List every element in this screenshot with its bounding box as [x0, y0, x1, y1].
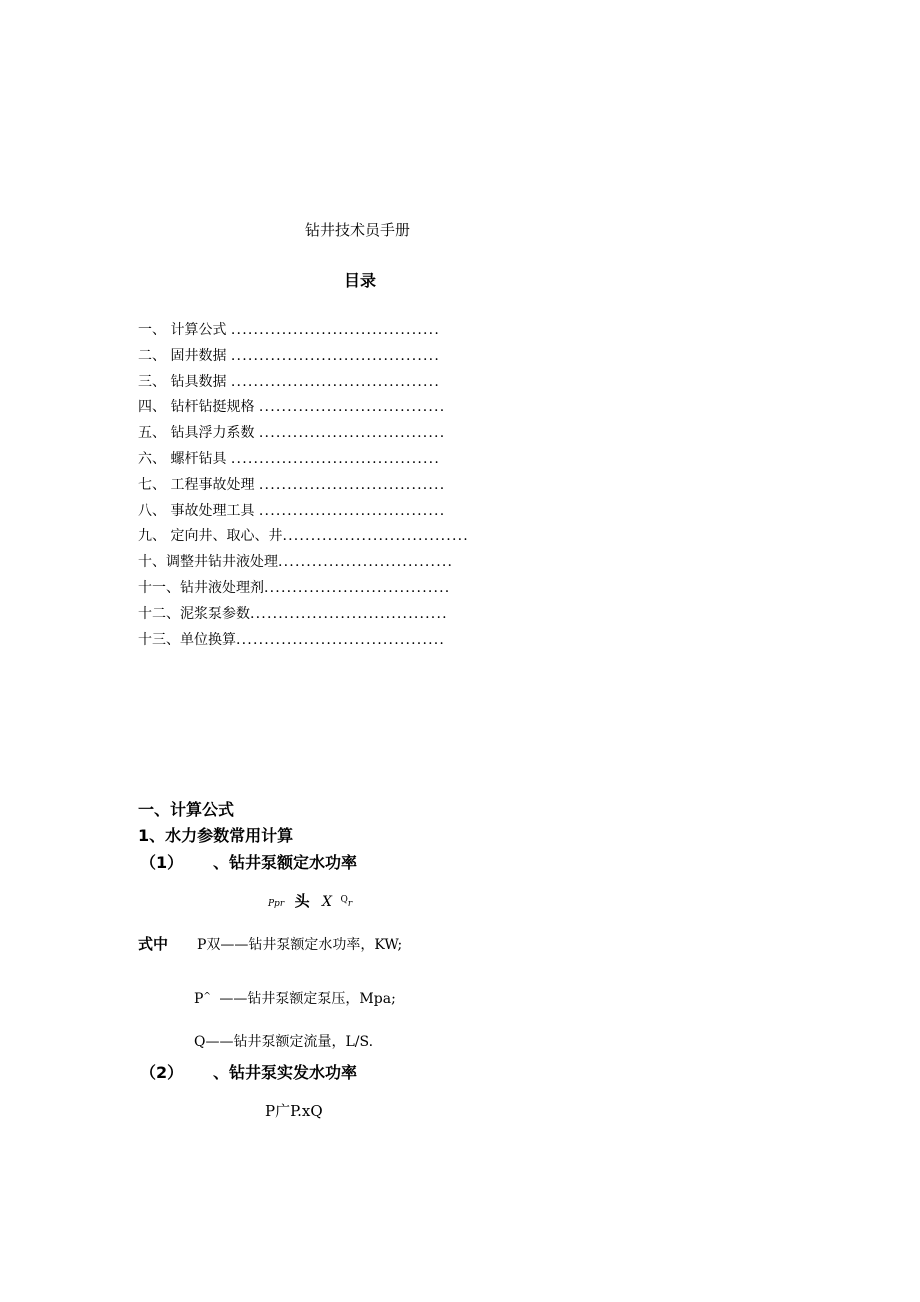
toc-item-label: 二、 固井数据 — [138, 347, 231, 364]
toc-heading: 目录 — [344, 271, 377, 290]
toc-item[interactable] — [138, 447, 469, 473]
toc-item-label: 十三、单位换算 — [138, 631, 236, 648]
toc-item[interactable] — [138, 524, 469, 550]
item-heading — [140, 1060, 183, 1083]
toc-item-label: 六、 螺杆钻具 — [138, 450, 231, 467]
toc-leader: ..................................... — [230, 373, 440, 390]
toc-leader: ..................................... — [230, 322, 440, 338]
legend-line — [194, 988, 396, 1008]
toc-item-label: 四、 钻杆钻挺规格 — [138, 399, 259, 416]
legend-symbol: P — [194, 991, 204, 1007]
toc-leader: ..................................... — [230, 347, 440, 364]
formula-lhs: Ppr — [268, 899, 285, 909]
toc-item-label: 九、 定向井、取心、井 — [138, 528, 283, 545]
formula-q: Q — [340, 895, 348, 905]
legend-label: 式中 — [138, 935, 169, 953]
toc-item-label: 七、 工程事故处理 — [138, 476, 259, 493]
toc-leader: ................................. — [258, 399, 446, 416]
toc-leader: ................................... — [250, 605, 448, 622]
legend-text: ——钻井泵额定泵压，Mpa; — [219, 991, 396, 1007]
toc-leader: ................................. — [258, 425, 446, 442]
toc-leader: ................................. — [282, 528, 469, 545]
toc-item-label: 三、 钻具数据 — [138, 373, 231, 390]
toc-leader: ................................. — [258, 476, 446, 493]
toc-item[interactable] — [138, 473, 469, 499]
toc-item-label: 十二、泥浆泵参数 — [138, 605, 250, 622]
toc-item-label: 十、调整井钻井液处理 — [138, 554, 278, 571]
subsection-heading: 1、水力参数常用计算 — [138, 826, 294, 845]
toc-item[interactable] — [138, 370, 469, 396]
item-title: 、钻井泵额定水功率 — [213, 853, 358, 872]
item-title: 、钻井泵实发水功率 — [213, 1063, 358, 1082]
toc-leader: ................................. — [258, 502, 446, 519]
toc-item[interactable] — [138, 628, 469, 654]
item-heading — [140, 850, 183, 873]
toc-item-label: 五、 钻具浮力系数 — [138, 425, 259, 442]
legend-line: P双——钻井泵额定水功率，KW; — [197, 937, 403, 953]
item-number: （2） — [140, 1063, 184, 1082]
doc-title: 钻井技术员手册 — [305, 221, 411, 239]
formula-2: P广P.xQ — [265, 1102, 323, 1120]
toc-item[interactable] — [138, 602, 469, 628]
toc-leader: ..................................... — [236, 631, 446, 648]
item-number: （1） — [140, 853, 184, 872]
table-of-contents — [138, 318, 469, 653]
toc-item[interactable] — [138, 576, 469, 602]
formula-q-sub: r — [347, 899, 353, 909]
formula-1 — [268, 890, 352, 911]
toc-item[interactable] — [138, 395, 469, 421]
legend-line: Q——钻井泵额定流量，L/S. — [194, 1034, 374, 1050]
formula-head: 头 — [294, 892, 310, 910]
toc-item[interactable] — [138, 499, 469, 525]
toc-leader: ..................................... — [230, 450, 440, 467]
section-heading: 一、计算公式 — [138, 800, 235, 819]
formula-times: X — [322, 894, 333, 910]
toc-leader: ................................. — [264, 579, 451, 596]
toc-item[interactable] — [138, 421, 469, 447]
toc-item[interactable] — [138, 550, 469, 576]
toc-item-label: 一、 计算公式 — [138, 322, 231, 338]
toc-item[interactable] — [138, 344, 469, 370]
toc-item-label: 八、 事故处理工具 — [138, 502, 259, 519]
toc-leader: ............................... — [278, 554, 454, 571]
toc-item[interactable] — [138, 318, 469, 344]
toc-item-label: 十一、钻井液处理剂 — [138, 579, 264, 596]
legend-symbol-sup: ^ — [203, 992, 211, 1002]
